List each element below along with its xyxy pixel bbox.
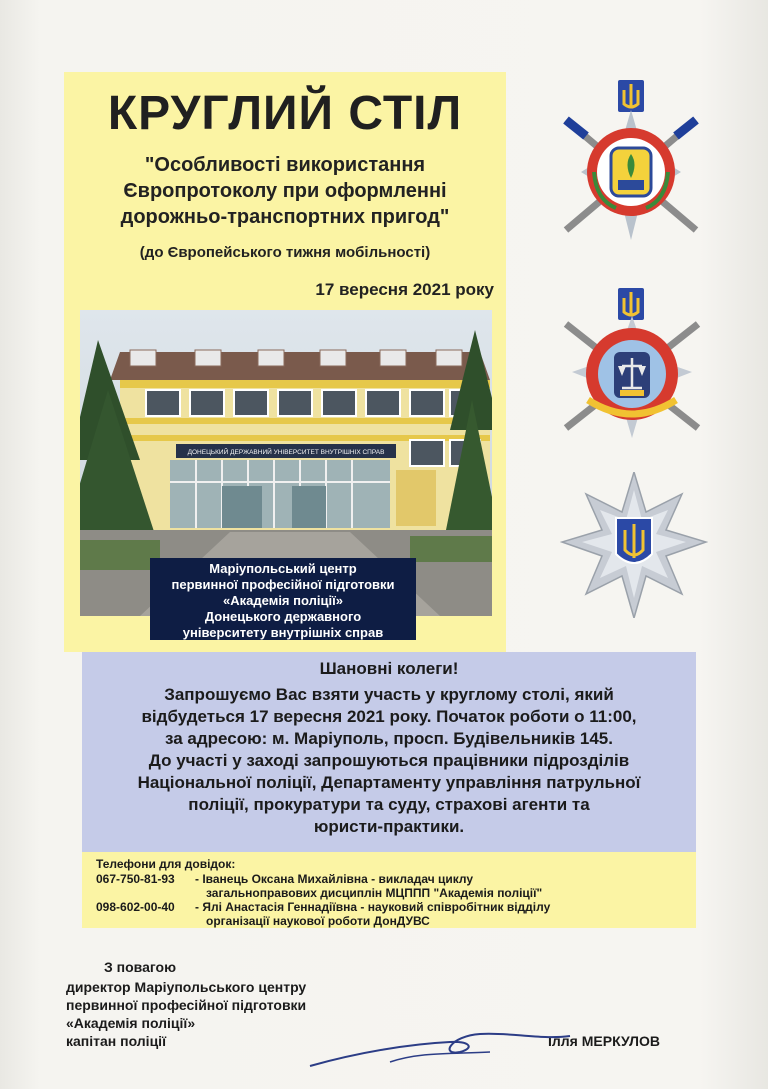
signature-title-line: первинної професійної підготовки [66, 997, 307, 1013]
signature-title-line: «Академія поліції» [66, 1015, 196, 1031]
contact-person-position: організації наукової роботи ДонДУВС [206, 914, 430, 928]
invitation-line: поліції, прокуратури та суду, страхові агенти та [188, 795, 590, 814]
photo-caption-line: первинної професійної підготовки [171, 577, 395, 592]
photo-caption-line: Маріупольський центр [209, 561, 357, 576]
handwritten-signature-icon [300, 1022, 580, 1074]
signature-title-line: директор Маріупольського центру [66, 979, 307, 995]
invitation-body [90, 684, 688, 838]
contact-phone: 067-750-81-93 [96, 872, 175, 886]
invitation-line: відбудеться 17 вересня 2021 року. Початок роботи о 11:00, [141, 707, 637, 726]
university-emblem-icon [556, 80, 706, 250]
event-date: 17 вересня 2021 року [315, 280, 494, 299]
contact-phone: 098-602-00-40 [96, 900, 175, 914]
signature-name: Ілля МЕРКУЛОВ [548, 1033, 660, 1049]
invitation-line: за адресою: м. Маріуполь, просп. Будівельників 145. [164, 729, 613, 748]
photo-caption-line: Донецького державного [204, 609, 362, 624]
invitation-line: Національної поліції, Департаменту управління патрульної [137, 773, 641, 792]
contact-person: - Ялі Анастасія Геннадіївна - науковий співробітник відділу [195, 900, 551, 914]
invitation-greeting: Шановні колеги! [319, 659, 459, 678]
invitation-line: юристи-практики. [313, 817, 465, 836]
event-topic-line: дорожньо-транспортних пригод" [120, 206, 450, 228]
police-academy-emblem-icon [552, 288, 712, 452]
signature-rank: капітан поліції [66, 1033, 167, 1049]
page-title: КРУГЛИЙ СТІЛ [107, 87, 463, 140]
invitation-line: Запрошуємо Вас взяти участь у круглому столі, який [164, 685, 614, 704]
event-topic-line: Європротоколу при оформленні [123, 180, 447, 202]
national-police-star-icon [560, 472, 708, 618]
event-note: (до Європейського тижня мобільності) [139, 244, 431, 261]
photo-caption-line: «Академія поліції» [223, 593, 343, 608]
photo-caption-line: університету внутрішніх справ [182, 625, 384, 640]
event-topic [64, 152, 506, 230]
photo-caption [150, 558, 416, 640]
contacts-heading: Телефони для довідок: [96, 857, 236, 871]
signature-closing: З повагою [104, 959, 177, 975]
event-topic-line: "Особливості використання [144, 154, 426, 176]
building-sign-text: ДОНЕЦЬКИЙ ДЕРЖАВНИЙ УНІВЕРСИТЕТ ВНУТРІШНІХ СПРАВ [187, 449, 385, 456]
contact-person: - Іванець Оксана Михайлівна - викладач циклу [195, 872, 474, 886]
invitation-line: До участі у заході запрошуються працівники підрозділів [148, 751, 630, 770]
contact-person-position: загальноправових дисциплін МЦППП "Академія поліції" [206, 886, 543, 900]
